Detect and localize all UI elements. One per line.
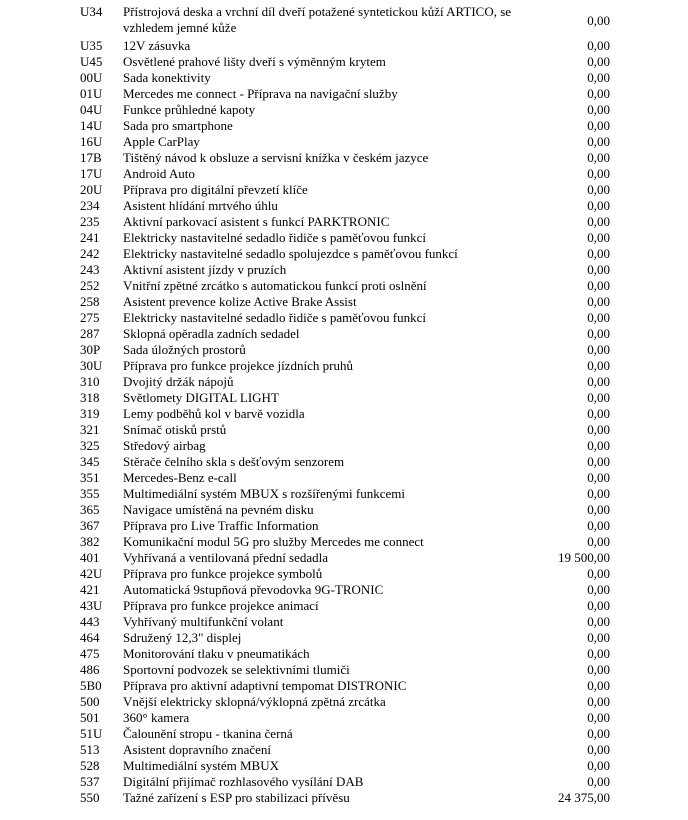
option-description: Apple CarPlay bbox=[123, 134, 200, 149]
option-description: Sada pro smartphone bbox=[123, 118, 233, 133]
option-description: Automatická 9stupňová převodovka 9G-TRONIC bbox=[123, 582, 384, 597]
option-code: 367 bbox=[80, 518, 100, 533]
list-item bbox=[0, 4, 688, 38]
option-description: Aktivní parkovací asistent s funkcí PARKTRONIC bbox=[123, 214, 390, 229]
option-description: Příprava pro funkce projekce animací bbox=[123, 598, 319, 613]
list-item bbox=[0, 406, 688, 422]
list-item bbox=[0, 726, 688, 742]
option-price: 0,00 bbox=[587, 294, 610, 309]
list-item bbox=[0, 614, 688, 630]
option-code: 319 bbox=[80, 406, 100, 421]
option-price: 0,00 bbox=[587, 566, 610, 581]
option-code: 310 bbox=[80, 374, 100, 389]
option-price: 0,00 bbox=[587, 230, 610, 245]
list-item bbox=[0, 262, 688, 278]
option-code: 5B0 bbox=[80, 678, 102, 693]
list-item bbox=[0, 214, 688, 230]
option-description: Mercedes-Benz e-call bbox=[123, 470, 237, 485]
list-item bbox=[0, 438, 688, 454]
option-price: 0,00 bbox=[587, 454, 610, 469]
option-code: 17B bbox=[80, 150, 102, 165]
list-item bbox=[0, 150, 688, 166]
option-price: 0,00 bbox=[587, 54, 610, 69]
option-description: Multimediální systém MBUX s rozšířenými funkcemi bbox=[123, 486, 405, 501]
list-item bbox=[0, 166, 688, 182]
list-item bbox=[0, 134, 688, 150]
option-description: Mercedes me connect - Příprava na navigační služby bbox=[123, 86, 398, 101]
option-description: Světlomety DIGITAL LIGHT bbox=[123, 390, 279, 405]
option-description: Přístrojová deska a vrchní díl dveří potažené syntetickou kůží ARTICO, se vzhledem jemné kůže bbox=[123, 4, 512, 35]
option-code: 43U bbox=[80, 598, 103, 613]
option-code: 242 bbox=[80, 246, 100, 261]
option-description: Čalounění stropu - tkanina černá bbox=[123, 726, 293, 741]
list-item bbox=[0, 326, 688, 342]
option-price: 0,00 bbox=[587, 278, 610, 293]
option-description: Digitální přijímač rozhlasového vysílání DAB bbox=[123, 774, 364, 789]
option-description: Funkce průhledné kapoty bbox=[123, 102, 256, 117]
option-price: 0,00 bbox=[587, 198, 610, 213]
list-item bbox=[0, 278, 688, 294]
option-price: 0,00 bbox=[587, 502, 610, 517]
option-code: U35 bbox=[80, 38, 103, 53]
option-code: 04U bbox=[80, 102, 103, 117]
option-price: 0,00 bbox=[587, 774, 610, 789]
option-price: 19 500,00 bbox=[558, 550, 610, 565]
list-item bbox=[0, 774, 688, 790]
option-code: 318 bbox=[80, 390, 100, 405]
list-item bbox=[0, 70, 688, 86]
option-price: 0,00 bbox=[587, 438, 610, 453]
option-price: 0,00 bbox=[587, 534, 610, 549]
option-code: 258 bbox=[80, 294, 100, 309]
option-price: 0,00 bbox=[587, 214, 610, 229]
option-price: 0,00 bbox=[587, 518, 610, 533]
option-description: Sklopná opěradla zadních sedadel bbox=[123, 326, 300, 341]
option-description: Příprava pro aktivní adaptivní tempomat DISTRONIC bbox=[123, 678, 407, 693]
option-price: 0,00 bbox=[587, 310, 610, 325]
option-description: Příprava pro funkce projekce symbolů bbox=[123, 566, 323, 581]
option-code: 345 bbox=[80, 454, 100, 469]
option-price: 0,00 bbox=[587, 710, 610, 725]
option-price: 24 375,00 bbox=[558, 790, 610, 805]
option-price: 0,00 bbox=[587, 390, 610, 405]
list-item bbox=[0, 470, 688, 486]
list-item bbox=[0, 694, 688, 710]
option-description: Středový airbag bbox=[123, 438, 206, 453]
list-item bbox=[0, 678, 688, 694]
option-price: 0,00 bbox=[587, 134, 610, 149]
list-item bbox=[0, 422, 688, 438]
option-description: Elektricky nastavitelné sedadlo řidiče s paměťovou funkcí bbox=[123, 310, 427, 325]
option-description: Elektricky nastavitelné sedadlo řidiče s paměťovou funkcí bbox=[123, 230, 427, 245]
option-description: Dvojitý držák nápojů bbox=[123, 374, 234, 389]
option-description: Elektricky nastavitelné sedadlo spolujezdce s paměťovou funkcí bbox=[123, 246, 458, 261]
list-item bbox=[0, 358, 688, 374]
option-code: 500 bbox=[80, 694, 100, 709]
option-description: Vyhřívaný multifunkční volant bbox=[123, 614, 284, 629]
option-description: Příprava pro Live Traffic Information bbox=[123, 518, 319, 533]
option-description: Komunikační modul 5G pro služby Mercedes me connect bbox=[123, 534, 424, 549]
option-description: Snímač otisků prstů bbox=[123, 422, 227, 437]
list-item bbox=[0, 198, 688, 214]
list-item bbox=[0, 454, 688, 470]
list-item bbox=[0, 342, 688, 358]
option-description: Lemy podběhů kol v barvě vozidla bbox=[123, 406, 305, 421]
option-description: Aktivní asistent jízdy v pruzích bbox=[123, 262, 287, 277]
option-code: 486 bbox=[80, 662, 100, 677]
option-price: 0,00 bbox=[587, 118, 610, 133]
list-item bbox=[0, 790, 688, 806]
option-code: 51U bbox=[80, 726, 103, 741]
option-code: 252 bbox=[80, 278, 100, 293]
option-code: 325 bbox=[80, 438, 100, 453]
list-item bbox=[0, 246, 688, 262]
option-price: 0,00 bbox=[587, 422, 610, 437]
option-code: 382 bbox=[80, 534, 100, 549]
option-code: 550 bbox=[80, 790, 100, 805]
option-price: 0,00 bbox=[587, 758, 610, 773]
list-item bbox=[0, 630, 688, 646]
option-price: 0,00 bbox=[587, 646, 610, 661]
option-price: 0,00 bbox=[587, 150, 610, 165]
option-description: Navigace umístěná na pevném disku bbox=[123, 502, 314, 517]
option-description: Tažné zařízení s ESP pro stabilizaci přívěsu bbox=[123, 790, 350, 805]
option-description: Stěrače čelního skla s dešťovým senzorem bbox=[123, 454, 345, 469]
option-code: 513 bbox=[80, 742, 100, 757]
option-code: 234 bbox=[80, 198, 100, 213]
list-item bbox=[0, 502, 688, 518]
option-code: 42U bbox=[80, 566, 103, 581]
list-item bbox=[0, 518, 688, 534]
option-description: Sportovní podvozek se selektivními tlumiči bbox=[123, 662, 350, 677]
option-description: 12V zásuvka bbox=[123, 38, 191, 53]
list-item bbox=[0, 86, 688, 102]
option-price: 0,00 bbox=[587, 358, 610, 373]
option-code: 275 bbox=[80, 310, 100, 325]
list-item bbox=[0, 758, 688, 774]
option-price: 0,00 bbox=[587, 614, 610, 629]
option-code: 321 bbox=[80, 422, 100, 437]
option-code: 287 bbox=[80, 326, 100, 341]
option-code: 01U bbox=[80, 86, 103, 101]
list-item bbox=[0, 38, 688, 54]
option-price: 0,00 bbox=[587, 102, 610, 117]
option-description: Příprava pro digitální převzetí klíče bbox=[123, 182, 308, 197]
option-price: 0,00 bbox=[587, 182, 610, 197]
option-description: Monitorování tlaku v pneumatikách bbox=[123, 646, 310, 661]
option-description: Tištěný návod k obsluze a servisní knížka v českém jazyce bbox=[123, 150, 429, 165]
option-code: U34 bbox=[80, 4, 103, 19]
option-description: Osvětlené prahové lišty dveří s výměnným krytem bbox=[123, 54, 386, 69]
option-description: Vnitřní zpětné zrcátko s automatickou funkcí proti oslnění bbox=[123, 278, 427, 293]
list-item bbox=[0, 534, 688, 550]
option-description: Asistent prevence kolize Active Brake Assist bbox=[123, 294, 357, 309]
option-price: 0,00 bbox=[587, 262, 610, 277]
list-item bbox=[0, 102, 688, 118]
option-price: 0,00 bbox=[587, 726, 610, 741]
option-code: 365 bbox=[80, 502, 100, 517]
option-code: 30U bbox=[80, 358, 103, 373]
option-code: 401 bbox=[80, 550, 100, 565]
list-item bbox=[0, 582, 688, 598]
list-item bbox=[0, 486, 688, 502]
option-code: 17U bbox=[80, 166, 103, 181]
option-description: Sada konektivity bbox=[123, 70, 211, 85]
list-item bbox=[0, 294, 688, 310]
option-description: Multimediální systém MBUX bbox=[123, 758, 279, 773]
option-price: 0,00 bbox=[587, 326, 610, 341]
option-price: 0,00 bbox=[587, 166, 610, 181]
option-price: 0,00 bbox=[587, 742, 610, 757]
option-price: 0,00 bbox=[587, 374, 610, 389]
option-description: Vyhřívaná a ventilovaná přední sedadla bbox=[123, 550, 329, 565]
option-code: 20U bbox=[80, 182, 103, 197]
option-code: 475 bbox=[80, 646, 100, 661]
list-item bbox=[0, 598, 688, 614]
option-description: Příprava pro funkce projekce jízdních pruhů bbox=[123, 358, 353, 373]
option-price: 0,00 bbox=[587, 86, 610, 101]
option-code: 14U bbox=[80, 118, 103, 133]
option-code: 30P bbox=[80, 342, 101, 357]
option-code: 235 bbox=[80, 214, 100, 229]
option-code: 528 bbox=[80, 758, 100, 773]
option-price: 0,00 bbox=[587, 406, 610, 421]
option-description: 360° kamera bbox=[123, 710, 190, 725]
list-item bbox=[0, 54, 688, 70]
option-code: 16U bbox=[80, 134, 103, 149]
equipment-list bbox=[0, 4, 688, 806]
option-price: 0,00 bbox=[587, 470, 610, 485]
list-item bbox=[0, 118, 688, 134]
list-item bbox=[0, 550, 688, 566]
option-code: U45 bbox=[80, 54, 103, 69]
option-price: 0,00 bbox=[587, 70, 610, 85]
option-code: 443 bbox=[80, 614, 100, 629]
option-code: 421 bbox=[80, 582, 100, 597]
option-description: Sada úložných prostorů bbox=[123, 342, 246, 357]
list-item bbox=[0, 566, 688, 582]
option-code: 243 bbox=[80, 262, 100, 277]
list-item bbox=[0, 182, 688, 198]
option-price: 0,00 bbox=[587, 246, 610, 261]
option-price: 0,00 bbox=[587, 38, 610, 53]
option-price: 0,00 bbox=[587, 582, 610, 597]
option-code: 537 bbox=[80, 774, 100, 789]
option-description: Asistent hlídání mrtvého úhlu bbox=[123, 198, 278, 213]
list-item bbox=[0, 310, 688, 326]
option-price: 0,00 bbox=[587, 13, 610, 28]
list-item bbox=[0, 742, 688, 758]
option-price: 0,00 bbox=[587, 342, 610, 357]
option-description: Asistent dopravního značení bbox=[123, 742, 272, 757]
option-code: 00U bbox=[80, 70, 103, 85]
option-price: 0,00 bbox=[587, 630, 610, 645]
option-code: 464 bbox=[80, 630, 100, 645]
option-price: 0,00 bbox=[587, 678, 610, 693]
list-item bbox=[0, 662, 688, 678]
option-code: 241 bbox=[80, 230, 100, 245]
option-price: 0,00 bbox=[587, 662, 610, 677]
option-description: Sdružený 12,3" displej bbox=[123, 630, 242, 645]
list-item bbox=[0, 710, 688, 726]
option-price: 0,00 bbox=[587, 486, 610, 501]
option-description: Vnější elektricky sklopná/výklopná zpětná zrcátka bbox=[123, 694, 386, 709]
list-item bbox=[0, 374, 688, 390]
option-description: Android Auto bbox=[123, 166, 195, 181]
list-item bbox=[0, 646, 688, 662]
option-price: 0,00 bbox=[587, 598, 610, 613]
option-code: 351 bbox=[80, 470, 100, 485]
list-item bbox=[0, 230, 688, 246]
option-code: 501 bbox=[80, 710, 100, 725]
option-code: 355 bbox=[80, 486, 100, 501]
option-price: 0,00 bbox=[587, 694, 610, 709]
list-item bbox=[0, 390, 688, 406]
